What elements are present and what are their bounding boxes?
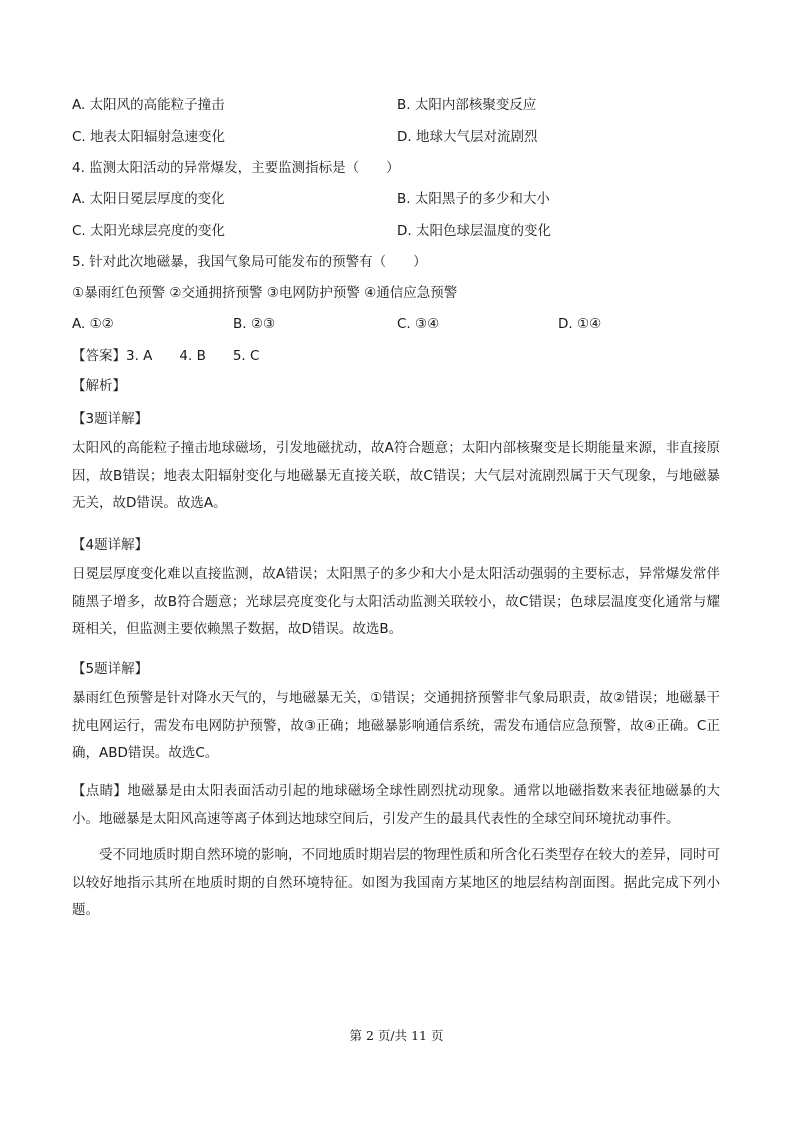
- detail-3-tag: 【3题详解】: [72, 411, 149, 427]
- answer-text: 3. A 4. B 5. C: [126, 348, 260, 364]
- answer-line: [72, 347, 259, 365]
- q5-items: ①暴雨红色预警 ②交通拥挤预警 ③电网防护预警 ④通信应急预警: [72, 285, 458, 301]
- tip-tag: 【点睛】: [72, 783, 128, 799]
- detail-4-text: 日冕层厚度变化难以直接监测，故A错误；太阳黑子的多少和大小是太阳活动强弱的主要标志，异常爆发常伴随黑子增多，故B符合题意；光球层亮度变化与太阳活动监测关联较小，故C错误；色球层温度变化通常与耀斑相关，但监测主要依赖黑子数据，故D错误。故选B。: [72, 566, 720, 638]
- answer-tag: 【答案】: [72, 348, 126, 364]
- detail-5-text: 暴雨红色预警是针对降水天气的，与地磁暴无关，①错误；交通拥挤预警非气象局职责，故②错误；地磁暴干扰电网运行，需发布电网防护预警，故③正确；地磁暴影响通信系统，需发布通信应急预警，故④正确。C正确，ABD错误。故选C。: [72, 690, 720, 762]
- q4-stem: 4. 监测太阳活动的异常爆发，主要监测指标是（ ）: [72, 160, 400, 176]
- q5-option-c: C. ③④: [397, 316, 440, 332]
- analysis-tag: 【解析】: [72, 378, 126, 394]
- q3-option-d: D. 地球大气层对流剧烈: [397, 129, 538, 145]
- detail-4-tag: 【4题详解】: [72, 537, 149, 553]
- detail-5-tag: 【5题详解】: [72, 661, 149, 677]
- page-footer: 第 2 页/共 11 页: [349, 1028, 444, 1043]
- q5-option-a: A. ①②: [72, 316, 114, 332]
- tip-text: 地磁暴是由太阳表面活动引起的地球磁场全球性剧烈扰动现象。通常以地磁指数来表征地磁暴的大小。地磁暴是太阳风高速等离子体到达地球空间后，引发产生的最具代表性的全球空间环境扰动事件。: [72, 783, 721, 827]
- q3-option-a: A. 太阳风的高能粒子撞击: [72, 97, 225, 113]
- intro-paragraph: 受不同地质时期自然环境的影响，不同地质时期岩层的物理性质和所含化石类型存在较大的差异，同时可以较好地指示其所在地质时期的自然环境特征。如图为我国南方某地区的地层结构剖面图。据此完成下列小题。: [72, 847, 720, 919]
- q5-option-d: D. ①④: [558, 316, 602, 332]
- q3-option-c: C. 地表太阳辐射急速变化: [72, 129, 226, 145]
- detail-3-text: 太阳风的高能粒子撞击地球磁场，引发地磁扰动，故A符合题意；太阳内部核聚变是长期能量来源，非直接原因，故B错误；地表太阳辐射变化与地磁暴无直接关联，故C错误；大气层对流剧烈属于天气现象，与地磁暴无关，故D错误。故选A。: [72, 440, 720, 512]
- q4-option-b: B. 太阳黑子的多少和大小: [397, 191, 550, 207]
- q4-option-a: A. 太阳日冕层厚度的变化: [72, 191, 225, 207]
- q4-option-d: D. 太阳色球层温度的变化: [397, 223, 551, 239]
- tip-paragraph: [72, 778, 720, 833]
- q3-option-b: B. 太阳内部核聚变反应: [397, 97, 537, 113]
- q4-option-c: C. 太阳光球层亮度的变化: [72, 223, 226, 239]
- q5-stem: 5. 针对此次地磁暴，我国气象局可能发布的预警有（ ）: [72, 254, 427, 270]
- q5-option-b: B. ②③: [233, 316, 276, 332]
